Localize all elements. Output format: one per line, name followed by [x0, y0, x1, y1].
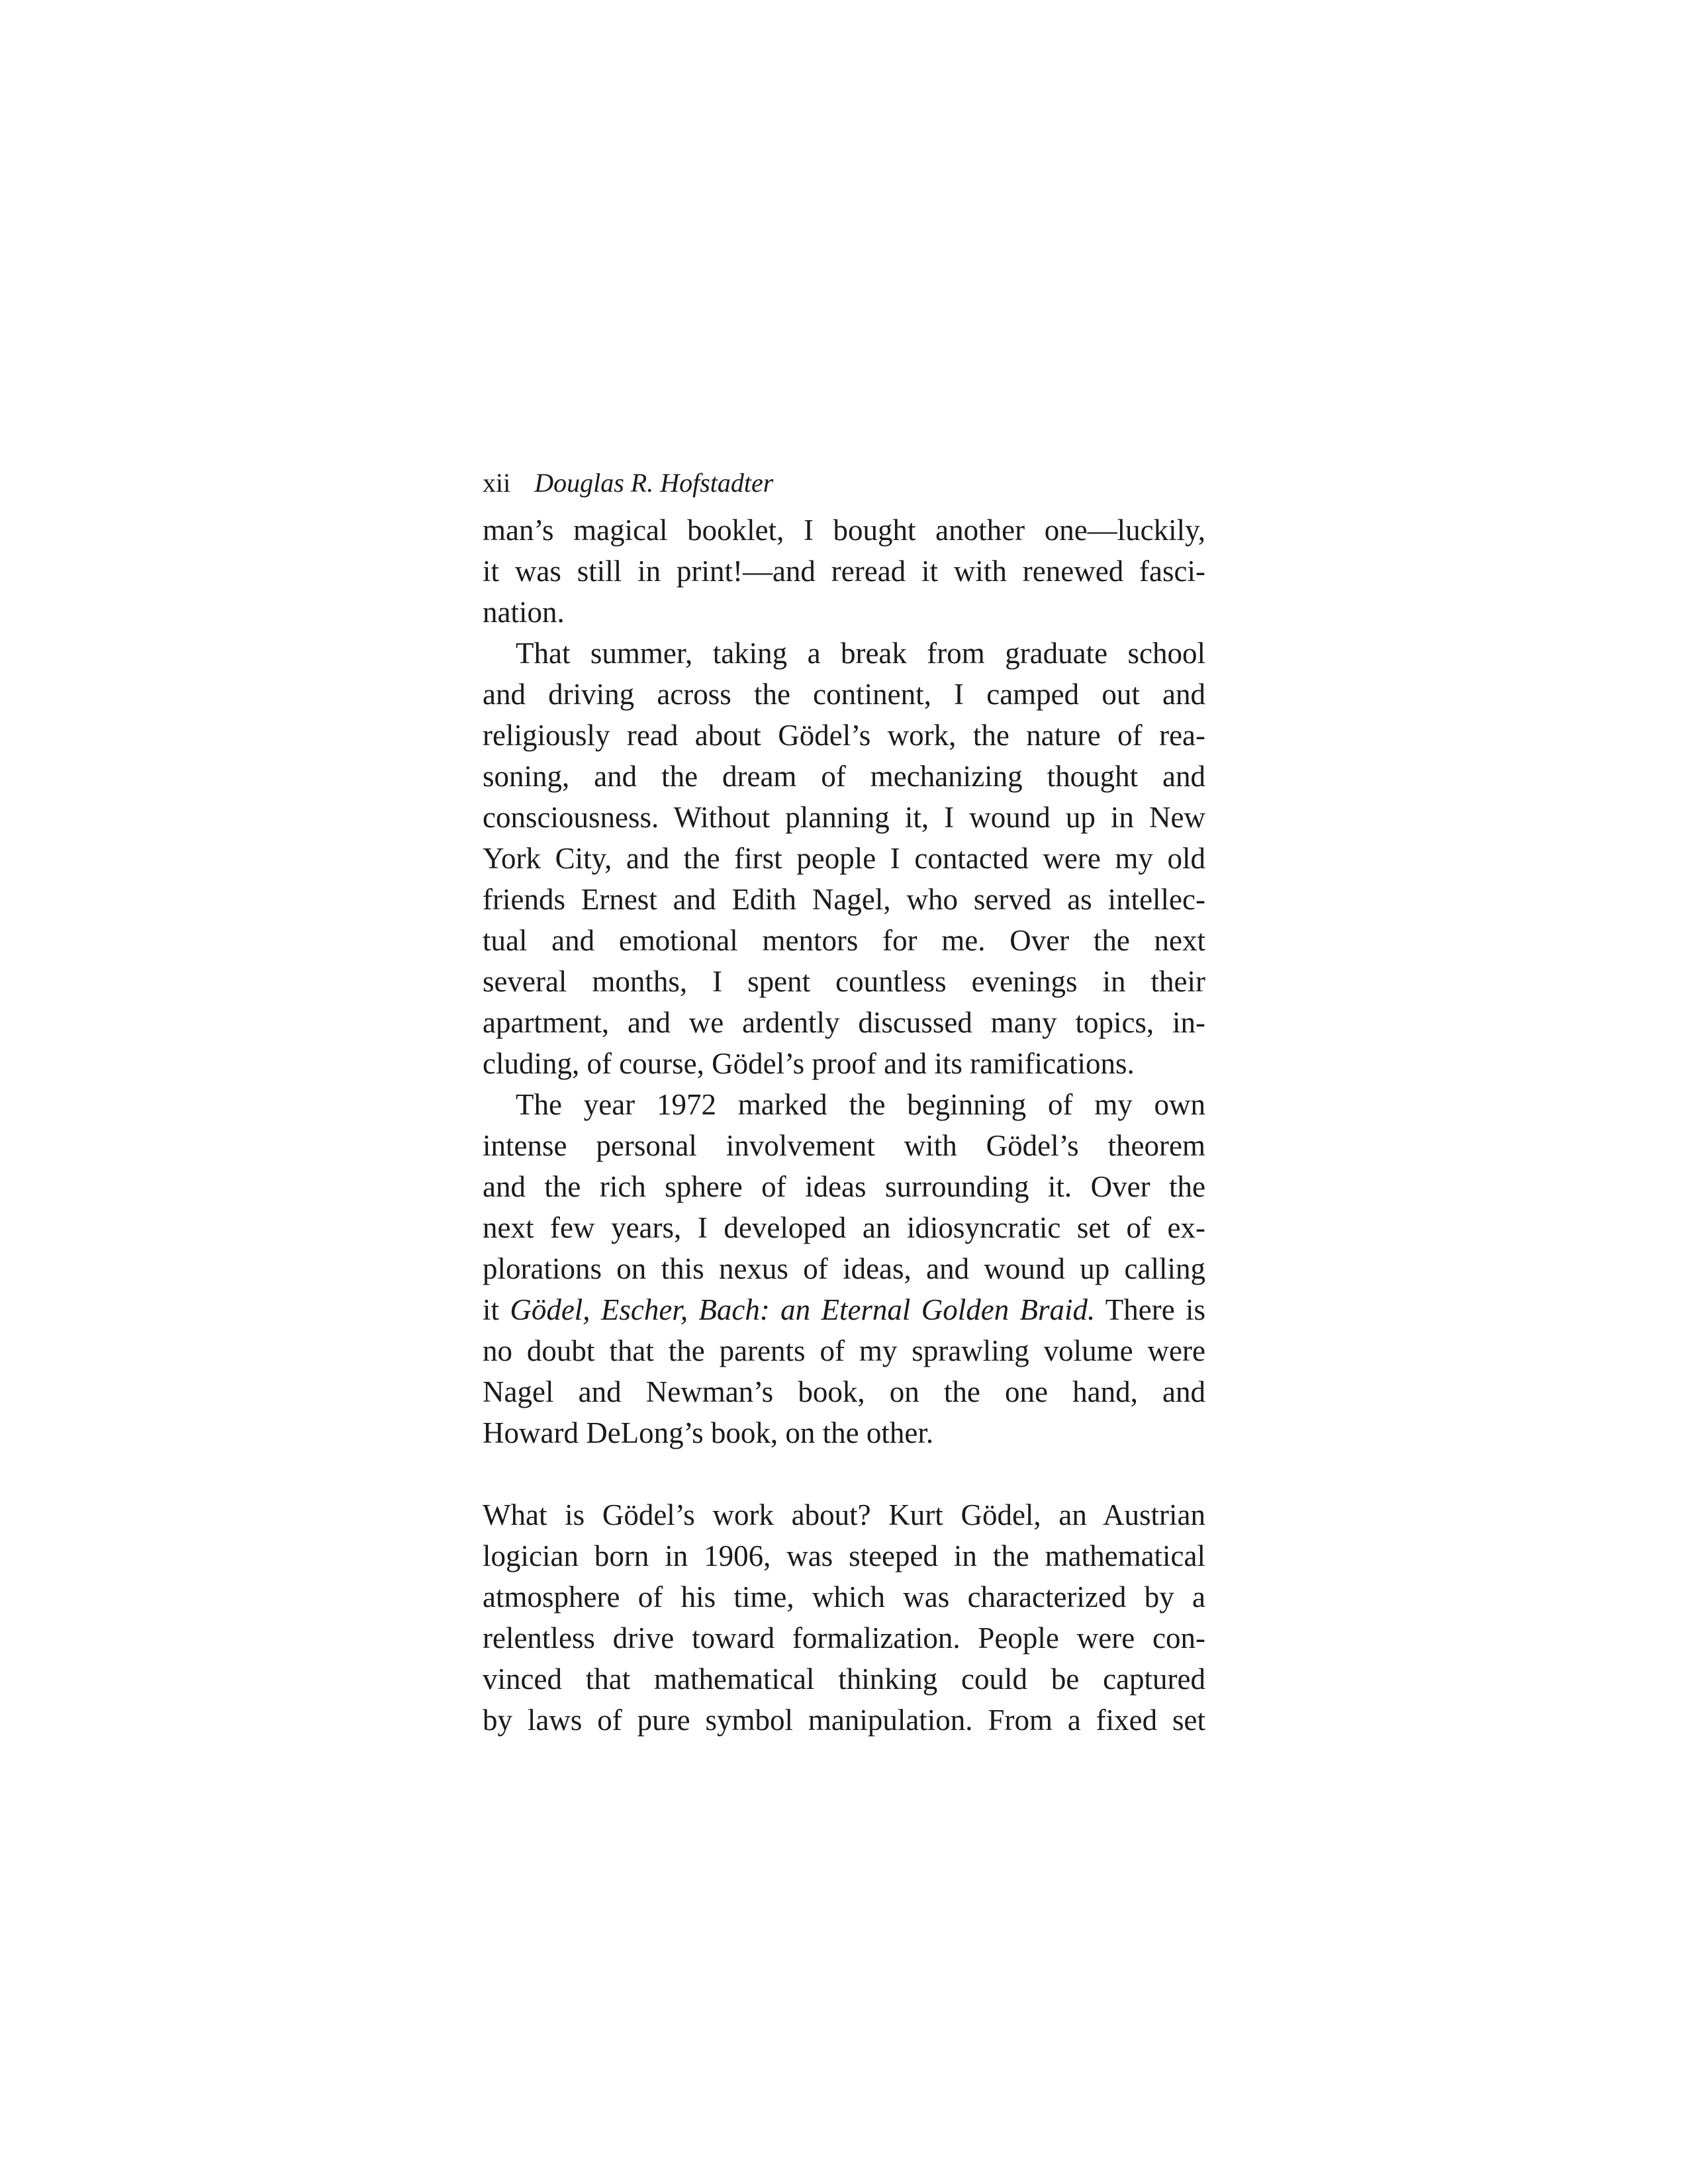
text-line: tual and emotional mentors for me. Over the next	[483, 924, 1205, 957]
text-line: no doubt that the parents of my sprawling volume were	[483, 1334, 1205, 1367]
text-line: Howard DeLong’s book, on the other.	[483, 1416, 934, 1449]
text-line: and driving across the continent, I camped out and	[483, 678, 1205, 711]
text-line: apartment, and we ardently discussed many topics, in-	[483, 1006, 1205, 1039]
text-line: and the rich sphere of ideas surrounding it. Over the	[483, 1170, 1205, 1203]
text-line: logician born in 1906, was steeped in the mathematical	[483, 1539, 1205, 1572]
text-line: vinced that mathematical thinking could be captured	[483, 1662, 1205, 1696]
running-head-author: Douglas R. Hofstadter	[534, 468, 774, 498]
text-fragment: it	[483, 1293, 500, 1326]
text-line: by laws of pure symbol manipulation. From a fixed set	[483, 1704, 1205, 1737]
text-line: plorations on this nexus of ideas, and wound up calling	[483, 1252, 1205, 1285]
text-line: it was still in print!—and reread it with renewed fasci-	[483, 555, 1205, 588]
text-line: soning, and the dream of mechanizing thought and	[483, 760, 1205, 793]
text-line: next few years, I developed an idiosyncratic set of ex-	[483, 1211, 1205, 1244]
body-text	[483, 510, 1205, 1741]
text-line-with-title	[483, 1289, 1205, 1330]
text-line: relentless drive toward formalization. People were con-	[483, 1621, 1205, 1655]
text-line: friends Ernest and Edith Nagel, who served as intellec-	[483, 883, 1205, 916]
running-head	[483, 463, 773, 503]
text-line: consciousness. Without planning it, I wound up in New	[483, 801, 1205, 834]
text-fragment: There is	[1105, 1293, 1206, 1326]
text-line: atmosphere of his time, which was characterized by a	[483, 1580, 1205, 1614]
text-line: man’s magical booklet, I bought another one—luckily,	[483, 514, 1205, 547]
book-title: Gödel, Escher, Bach: an Eternal Golden Braid.	[510, 1293, 1096, 1326]
text-line: several months, I spent countless evenings in their	[483, 965, 1205, 998]
page-number: xii	[483, 468, 511, 498]
text-line: Nagel and Newman’s book, on the one hand, and	[483, 1375, 1205, 1408]
text-line: That summer, taking a break from graduate school	[516, 637, 1205, 670]
text-line: The year 1972 marked the beginning of my own	[516, 1088, 1205, 1121]
text-line: cluding, of course, Gödel’s proof and its ramifications.	[483, 1047, 1135, 1080]
text-line: What is Gödel’s work about? Kurt Gödel, an Austrian	[483, 1498, 1205, 1531]
text-line: intense personal involvement with Gödel’s theorem	[483, 1129, 1205, 1162]
text-line: York City, and the first people I contacted were my old	[483, 842, 1205, 875]
text-line: religiously read about Gödel’s work, the nature of rea-	[483, 719, 1205, 752]
text-line: nation.	[483, 596, 565, 629]
